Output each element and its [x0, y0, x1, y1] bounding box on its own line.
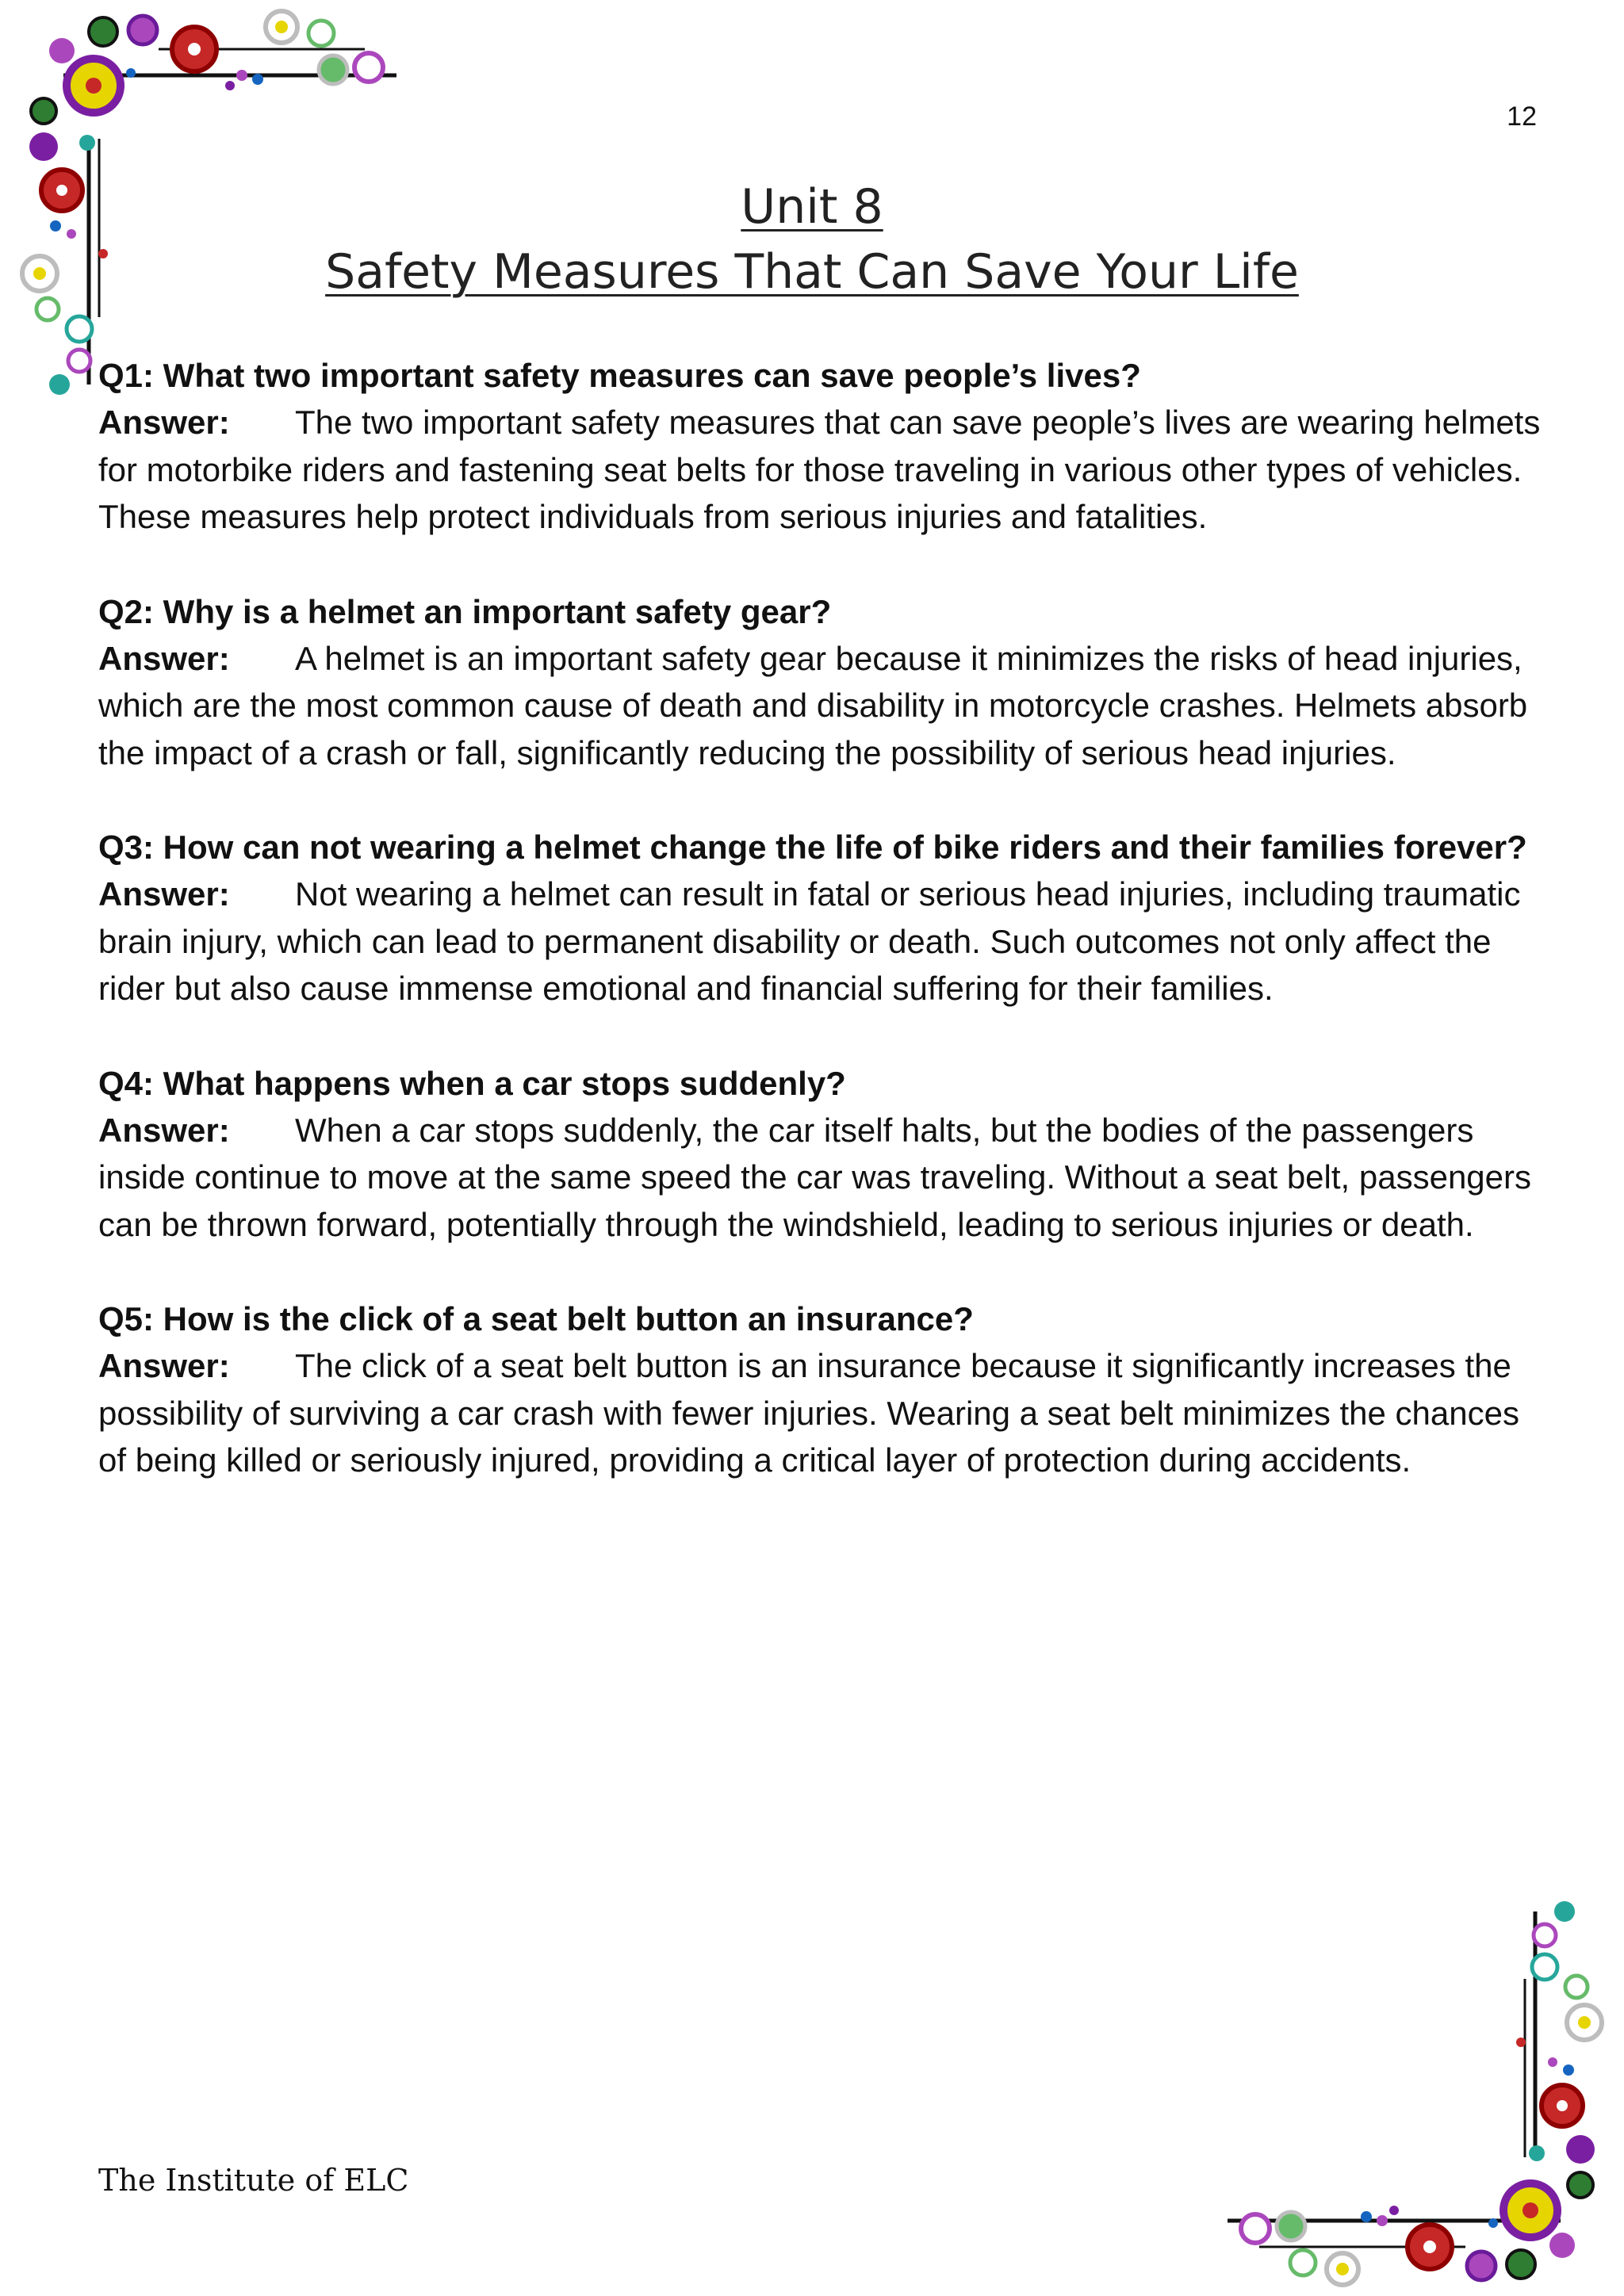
answer-body: The click of a seat belt button is an insurance because it significantly increases the possibility of surviving a car crash with fewer injuries. Wearing a seat belt minimizes the chances of being killed or seriously injured, providing a critical layer of protection during accidents.: [98, 1347, 1519, 1479]
question-text: Q4: What happens when a car stops suddenly?: [98, 1064, 846, 1102]
page-number: 12: [1507, 101, 1537, 132]
corner-ornament-bottom-right-icon: [1212, 1884, 1624, 2296]
qa-item: [98, 588, 1542, 777]
answer-label: Answer:: [98, 639, 230, 677]
answer-body: Not wearing a helmet can result in fatal or serious head injuries, including traumatic brain injury, which can lead to permanent disability or death. Such outcomes not only affect the rider but also cause immense emotional and financial suffering for their families.: [98, 875, 1521, 1007]
answer-label: Answer:: [98, 404, 230, 441]
footer-institute-name: The Institute of ELC: [98, 2163, 409, 2198]
qa-item: [98, 1060, 1542, 1249]
answer-text: [98, 635, 1542, 777]
qa-item: [98, 824, 1542, 1012]
question-text: Q1: What two important safety measures can save people’s lives?: [98, 357, 1141, 394]
question-text: Q5: How is the click of a seat belt button an insurance?: [98, 1300, 974, 1337]
question-answer-list: [98, 352, 1542, 1532]
unit-title-heading: Safety Measures That Can Save Your Life: [325, 244, 1299, 300]
answer-text: [98, 1342, 1542, 1484]
answer-text: [98, 1107, 1542, 1249]
qa-item: [98, 352, 1542, 541]
question-text: Q3: How can not wearing a helmet change the life of bike riders and their families forever?: [98, 828, 1527, 866]
answer-text: [98, 399, 1542, 541]
answer-label: Answer:: [98, 1111, 230, 1149]
answer-body: The two important safety measures that can save people’s lives are wearing helmets for motorbike riders and fastening seat belts for those traveling in various other types of vehicles. These measures help protect individuals from serious injuries and fatalities.: [98, 404, 1541, 535]
answer-label: Answer:: [98, 875, 230, 913]
answer-text: [98, 871, 1542, 1012]
unit-title: [0, 174, 1624, 304]
answer-body: A helmet is an important safety gear because it minimizes the risks of head injuries, which are the most common cause of death and disability in motorcycle crashes. Helmets absorb the impact of a crash or fall, significantly reducing the possibility of serious head injuries.: [98, 639, 1528, 771]
question-text: Q2: Why is a helmet an important safety gear?: [98, 592, 832, 630]
answer-body: When a car stops suddenly, the car itself halts, but the bodies of the passengers inside continue to move at the same speed the car was traveling. Without a seat belt, passengers can be thrown forward, potentially through the windshield, leading to serious injuries or death.: [98, 1111, 1532, 1243]
answer-label: Answer:: [98, 1347, 230, 1384]
unit-number-heading: Unit 8: [741, 179, 883, 235]
qa-item: [98, 1295, 1542, 1484]
